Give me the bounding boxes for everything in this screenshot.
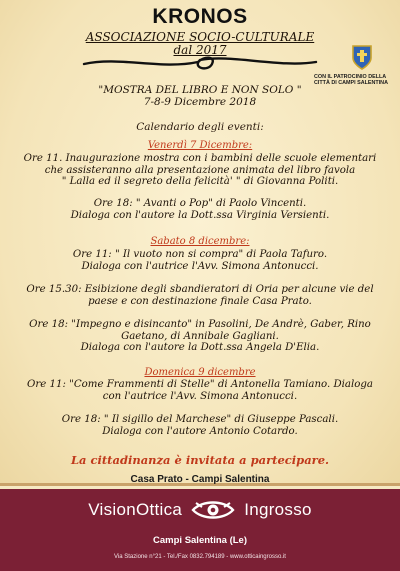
day-heading: Sabato 8 dicembre: — [150, 236, 250, 247]
event-dates: 7-8-9 Dicembre 2018 — [143, 96, 257, 108]
association-label: ASSOCIAZIONE SOCIO-CULTURALE — [85, 30, 315, 44]
event-item — [0, 249, 400, 272]
event-item — [0, 414, 400, 437]
event-name: "MOSTRA DEL LIBRO E NON SOLO " — [98, 84, 302, 96]
event-line: Dialoga con l'autrice l'Avv. Simona Antonucci. — [81, 260, 319, 272]
event-line: " Lalla ed il segreto della felicità' " di Giovanna Politi. — [61, 176, 339, 188]
event-title-block — [0, 84, 400, 108]
event-line: che assisteranno alla presentazione animata del libro favola — [44, 164, 356, 176]
patronage-line: CITTÀ DI CAMPI SALENTINA — [314, 80, 388, 87]
brand-name-left: VisionOttica — [88, 500, 183, 519]
event-line: Dialoga con l'autore la Dott.ssa Angela D'Elia. — [80, 342, 320, 354]
city-crest-icon — [351, 44, 373, 70]
event-item — [0, 198, 400, 221]
event-line: Gaetano, di Annibale Gagliani. — [121, 330, 279, 342]
event-line: Ore 18: " Avanti o Pop" di Paolo Vincenti. — [93, 198, 307, 209]
invitation-text: La cittadinanza è invitata a partecipare. — [70, 453, 330, 467]
event-line: Dialoga con l'autore la Dott.ssa Virginia Versienti. — [70, 209, 330, 221]
decorative-swirl-icon — [80, 52, 320, 74]
sponsor-footer — [0, 489, 400, 571]
event-line: Ore 11: "Come Frammenti di Stelle" di Antonella Tamiano. Dialoga — [27, 379, 373, 390]
day-heading: Venerdì 7 Dicembre: — [147, 140, 253, 151]
event-item — [0, 153, 400, 188]
event-line: con l'autrice l'Avv. Simona Antonucci. — [102, 390, 298, 402]
calendar-heading: Calendario degli eventi: — [136, 121, 264, 133]
event-line: paese e con destinazione finale Casa Prato. — [88, 295, 312, 307]
event-line: Ore 11: " Il vuoto non si compra" di Paola Tafuro. — [72, 249, 328, 260]
sponsor-contact: Via Stazione n°21 - Tel./Fax 0832.794189 - www.otticaingrosso.it — [114, 554, 286, 560]
association-since: dal 2017 — [173, 43, 227, 57]
event-line: Dialoga con l'autore Antonio Cotardo. — [102, 425, 298, 437]
venue-text: Casa Prato - Campi Salentina — [130, 474, 270, 485]
event-line: Ore 18: "Impegno e disincanto" in Pasolini, De Andrè, Gaber, Rino — [29, 319, 371, 330]
sponsor-brand — [0, 499, 400, 521]
eye-logo-icon — [190, 499, 236, 521]
patronage-line: CON IL PATROCINIO DELLA — [314, 74, 387, 80]
event-line: Ore 11. Inaugurazione mostra con i bambini delle scuole elementari — [23, 153, 377, 164]
event-item — [0, 284, 400, 307]
brand-name-right: Ingrosso — [244, 500, 312, 519]
event-line: Ore 18: " Il sigillo del Marchese" di Giuseppe Pascali. — [61, 414, 339, 425]
event-line: Ore 15.30: Esibizione degli sbandieratori di Oria per alcune vie del — [26, 284, 374, 295]
poster-title: KRONOS — [152, 5, 248, 28]
event-item — [0, 379, 400, 402]
event-item — [0, 319, 400, 354]
day-heading: Domenica 9 dicembre — [144, 367, 256, 378]
sponsor-city: Campi Salentina (Le) — [153, 535, 247, 546]
